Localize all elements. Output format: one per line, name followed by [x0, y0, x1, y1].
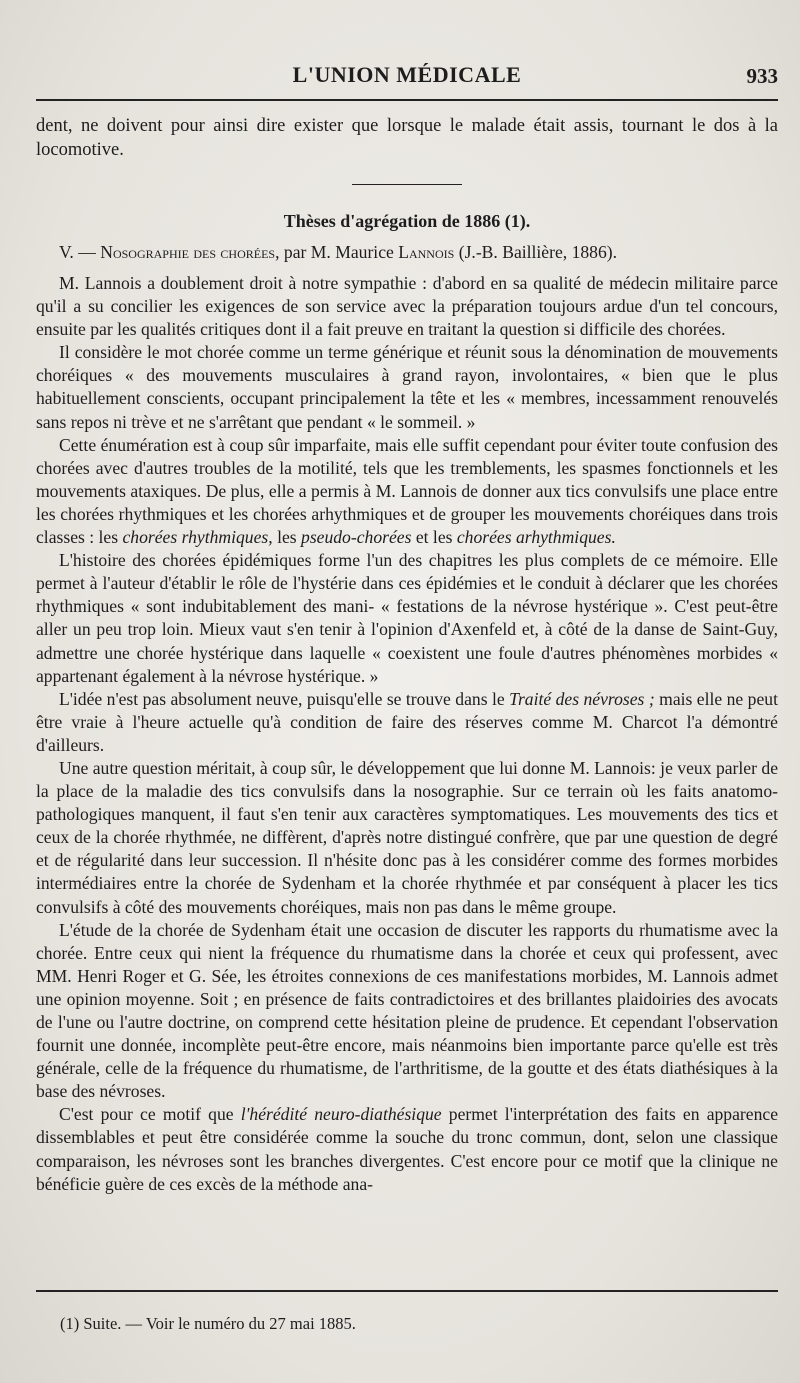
paragraph-7: L'étude de la chorée de Sydenham était une occasion de discuter les rapports du rhumatisme avec la chorée. Entre ceux qui nient la fréquence du rhumatisme dans la chorée et ceux qui professent, avec MM. Henri Roger et G. Sée, les étroites connexions de ces manifestations morbides, M. Lannois admet une opinion moyenne. Soit ; en présence de faits contradictoires et des brillantes plaidoiries des avocats de l'une ou l'autre doctrine, on comprend cette hésitation pleine de prudence. Et cependant l'observation fournit une donnée, incomplète peut-être encore, mais néanmoins bien importante parce qu'elle est très générale, celle de la fréquence du rhumatisme, de l'arthritisme, de la goutte et des états diathésiques à la base des névroses. — [36, 919, 778, 1102]
page-number: 933 — [746, 64, 778, 88]
separator-rule — [352, 184, 462, 185]
paragraph-1: M. Lannois a doublement droit à notre sympathie : d'abord en sa qualité de médecin militaire parce qu'il a su concilier les exigences de son service avec la préparation toujours ardue d'un tel concours, ensuite par les qualités critiques dont il a fait preuve en traitant la question si difficile des chorées. — [36, 273, 778, 340]
paragraph-3 — [36, 434, 778, 549]
paragraph-2: Il considère le mot chorée comme un terme générique et réunit sous la dénomination de mouvements choréiques « des mouvements musculaires à grand rayon, involontaires, « bien que le plus habituellement conscients, occupant principalement la tête et les « membres, incessamment renouvelés sans repos ni trève et ne s'arrêtant que pendant « le sommeil. » — [36, 342, 778, 432]
paragraph-8 — [36, 1103, 778, 1195]
term-chorees-arhythmiques: chorées arhythmiques. — [456, 527, 616, 548]
subsection-heading — [36, 241, 778, 264]
subsection-by: , par M. Maurice — [275, 242, 399, 262]
paragraph-3-mid-1: les — [272, 527, 302, 548]
subsection-author: Lannois — [398, 242, 455, 262]
subsection-publisher: (J.-B. Baillière, 1886). — [454, 242, 618, 262]
header-rule — [36, 99, 778, 101]
section-title: Thèses d'agrégation de 1886 (1). — [283, 211, 531, 231]
article-body — [36, 114, 778, 1196]
paragraph-5 — [36, 688, 778, 757]
paragraph-6: Une autre question méritait, à coup sûr, le développement que lui donne M. Lannois: je veux parler de la place de la maladie des tics convulsifs dans la nosographie. Sur ce terrain où les faits anatomo-pathologiques manquent, il faut s'en tenir aux caractères symptomatiques. Les mouvements des tics et ceux de la chorée rhythmée, ne diffèrent, d'après notre distingué confrère, que par une question de degré et de régularité dans leur succession. Il n'hésite donc pas à les considérer comme des formes morbides intermédiaires entre la chorée de Sydenham et la chorée rhythmée et par conséquent à placer les tics convulsifs à côté des mouvements choréiques, mais non pas dans le même groupe. — [36, 757, 778, 917]
page-header — [36, 62, 778, 102]
running-title: L'UNION MÉDICALE — [292, 62, 522, 87]
term-heredite-neuro-diathesique: l'hérédité neuro-diathésique — [240, 1104, 442, 1125]
paragraph-8-text: C'est pour ce motif que — [59, 1104, 241, 1125]
term-pseudo-chorees: pseudo-chorées — [301, 527, 412, 548]
subsection-topic: Nosographie des chorées — [100, 242, 276, 262]
paragraph-3-mid-2: et les — [411, 527, 457, 548]
footnote-rule — [36, 1290, 778, 1292]
title-traite-des-nevroses: Traité des névroses ; — [509, 688, 655, 709]
paragraph-3-text: Cette énumération est à coup sûr imparfaite, mais elle suffit cependant pour éviter toute confusion des chorées avec d'autres troubles de la motilité, tels que les tremblements, les spasmes fonctionnels et les mouvements ataxiques. De plus, elle a permis à M. Lannois de donner aux tics convulsifs une place entre les chorées rhythmiques et les chorées arhythmiques et de grouper les mouvements choréiques dans trois classes : les — [36, 434, 778, 548]
paragraph-5-after: mais elle ne peut être vraie à l'heure actuelle qu'à condition de faire des réserves comme M. Charcot l'a démontré d'ailleurs. — [36, 688, 778, 755]
paragraph-8-after: permet l'interprétation des faits en apparence dissemblables et peut être considérée comme la souche du tronc commun, dont, selon une classique comparaison, les névroses sont les branches divergentes. C'est encore pour ce motif que la clinique ne bénéficie guère de ces excès de la méthode ana- — [36, 1104, 779, 1194]
term-choree-rhythmiques: chorées rhythmiques, — [122, 527, 273, 548]
subsection-number: V. — — [59, 242, 96, 262]
paragraph-4: L'histoire des chorées épidémiques forme l'un des chapitres les plus complets de ce mémoire. Elle permet à l'auteur d'établir le rôle de l'hystérie dans ces épidémies et le conduit à déclarer que les chorées rhythmiques « sont indubitablement des mani- « festations de la névrose hystérique ». C'est peut-être aller un peu trop loin. Mieux vaut s'en tenir à l'opinion d'Axenfeld et, à côté de la danse de Saint-Guy, admettre une chorée hystérique dans laquelle « coexistent une foule d'autres phénomènes morbides « appartenant également à la névrose hystérique. » — [36, 550, 778, 686]
continuation-paragraph: dent, ne doivent pour ainsi dire exister que lorsque le malade était assis, tournant le dos à la locomotive. — [36, 116, 778, 160]
paragraph-5-text: L'idée n'est pas absolument neuve, puisqu'elle se trouve dans le — [59, 688, 510, 709]
footnote: (1) Suite. — Voir le numéro du 27 mai 1885. — [60, 1314, 356, 1333]
